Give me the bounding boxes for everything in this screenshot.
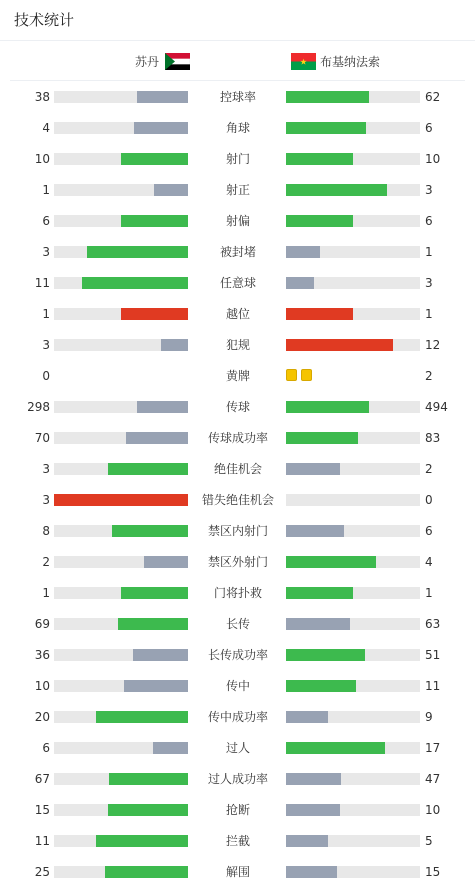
away-bar-fill <box>286 618 350 630</box>
home-bar-track <box>54 835 188 847</box>
stat-row <box>0 831 475 851</box>
title-divider <box>0 40 475 41</box>
home-team-name: 苏丹 <box>134 54 159 69</box>
stat-row <box>0 428 475 448</box>
home-value: 0 <box>42 369 50 383</box>
away-bar-fill <box>286 463 340 475</box>
home-bar-fill <box>121 153 188 165</box>
stat-row <box>0 583 475 603</box>
home-bar-fill <box>105 866 188 878</box>
home-bar-track <box>54 494 188 506</box>
away-bar-track <box>286 742 420 754</box>
away-bar-track <box>286 184 420 196</box>
away-bar-track <box>286 525 420 537</box>
home-bar-track <box>54 277 188 289</box>
away-bar-track <box>286 215 420 227</box>
stat-label: 控球率 <box>219 90 256 104</box>
home-value: 70 <box>34 431 50 445</box>
stat-label: 角球 <box>225 121 250 135</box>
yellow-card-icon <box>286 369 297 381</box>
away-bar-track <box>286 866 420 878</box>
away-bar-fill <box>286 246 320 258</box>
away-bar-track <box>286 432 420 444</box>
stat-label: 射偏 <box>225 214 250 228</box>
away-value: 17 <box>425 741 441 755</box>
stat-label: 门将扑救 <box>213 586 262 600</box>
home-bar-fill <box>87 246 188 258</box>
stat-row <box>0 645 475 665</box>
stat-label: 抢断 <box>225 803 250 817</box>
home-value: 3 <box>42 462 50 476</box>
home-bar-track <box>54 463 188 475</box>
away-value: 2 <box>425 369 433 383</box>
stat-label: 任意球 <box>219 276 256 290</box>
away-bar-track <box>286 277 420 289</box>
away-value: 6 <box>425 214 433 228</box>
home-value: 2 <box>42 555 50 569</box>
away-bar-fill <box>286 773 341 785</box>
home-bar-fill <box>112 525 188 537</box>
away-bar-fill <box>286 339 393 351</box>
away-team[interactable] <box>291 50 380 72</box>
home-bar-fill <box>124 680 188 692</box>
away-value: 6 <box>425 524 433 538</box>
home-value: 6 <box>42 214 50 228</box>
away-bar-track <box>286 494 420 506</box>
home-value: 36 <box>34 648 50 662</box>
header-divider <box>10 80 465 81</box>
stat-row <box>0 521 475 541</box>
away-bar-fill <box>286 184 387 196</box>
stat-row <box>0 118 475 138</box>
home-bar-track <box>54 246 188 258</box>
stat-label: 射门 <box>225 152 250 166</box>
stat-row <box>0 490 475 510</box>
home-bar-track <box>54 339 188 351</box>
stat-row <box>0 738 475 758</box>
stat-label: 传球成功率 <box>207 431 268 445</box>
away-bar-fill <box>286 742 385 754</box>
home-bar-fill <box>153 742 188 754</box>
away-value: 10 <box>425 803 441 817</box>
stat-row <box>0 335 475 355</box>
stat-row <box>0 862 475 882</box>
away-bar-track <box>286 773 420 785</box>
stat-label: 长传成功率 <box>207 648 268 662</box>
away-value: 12 <box>425 338 441 352</box>
home-value: 38 <box>34 90 50 104</box>
away-bar-track <box>286 680 420 692</box>
home-bar-fill <box>109 773 188 785</box>
away-bar-fill <box>286 91 369 103</box>
away-value: 5 <box>425 834 433 848</box>
away-value: 3 <box>425 276 433 290</box>
away-value: 1 <box>425 307 433 321</box>
stat-row <box>0 304 475 324</box>
away-bar-track <box>286 804 420 816</box>
home-value: 298 <box>27 400 50 414</box>
home-value: 10 <box>34 152 50 166</box>
away-bar-track <box>286 587 420 599</box>
home-team[interactable] <box>135 50 190 72</box>
stat-label: 传球 <box>225 400 250 414</box>
home-bar-fill <box>108 804 188 816</box>
stat-label: 黄牌 <box>225 369 250 383</box>
home-value: 15 <box>34 803 50 817</box>
home-bar-fill <box>54 494 188 506</box>
home-value: 3 <box>42 493 50 507</box>
away-bar-fill <box>286 432 358 444</box>
away-value: 10 <box>425 152 441 166</box>
away-bar-fill <box>286 122 366 134</box>
away-bar-track <box>286 618 420 630</box>
home-value: 20 <box>34 710 50 724</box>
home-bar-fill <box>121 308 188 320</box>
away-value: 1 <box>425 245 433 259</box>
home-bar-fill <box>118 618 188 630</box>
away-value: 11 <box>425 679 441 693</box>
away-bar-track <box>286 401 420 413</box>
away-bar-track <box>286 463 420 475</box>
away-yellow-cards <box>286 369 312 383</box>
home-value: 3 <box>42 245 50 259</box>
section-title: 技术统计 <box>14 11 75 29</box>
away-bar-track <box>286 556 420 568</box>
away-bar-fill <box>286 649 365 661</box>
home-bar-track <box>54 401 188 413</box>
away-bar-fill <box>286 556 376 568</box>
stat-row <box>0 614 475 634</box>
home-bar-fill <box>126 432 188 444</box>
stat-label: 过人 <box>225 741 250 755</box>
away-bar-track <box>286 835 420 847</box>
away-value: 494 <box>425 400 448 414</box>
away-value: 9 <box>425 710 433 724</box>
home-bar-track <box>54 122 188 134</box>
stat-label: 越位 <box>225 307 250 321</box>
stat-label: 禁区外射门 <box>207 555 268 569</box>
stat-row <box>0 211 475 231</box>
home-value: 1 <box>42 586 50 600</box>
home-bar-track <box>54 742 188 754</box>
home-value: 4 <box>42 121 50 135</box>
home-value: 6 <box>42 741 50 755</box>
stat-row <box>0 242 475 262</box>
stat-label: 被封堵 <box>219 245 256 259</box>
stat-label: 射正 <box>225 183 250 197</box>
away-value: 15 <box>425 865 441 879</box>
away-value: 51 <box>425 648 441 662</box>
stat-row <box>0 273 475 293</box>
stat-row <box>0 149 475 169</box>
away-bar-fill <box>286 401 369 413</box>
home-bar-fill <box>137 401 188 413</box>
home-value: 67 <box>34 772 50 786</box>
home-bar-fill <box>96 835 188 847</box>
stat-row <box>0 707 475 727</box>
away-bar-fill <box>286 587 353 599</box>
teams-header <box>0 50 475 72</box>
stat-row <box>0 769 475 789</box>
home-bar-track <box>54 804 188 816</box>
away-value: 2 <box>425 462 433 476</box>
home-bar-track <box>54 91 188 103</box>
stat-row <box>0 552 475 572</box>
home-value: 1 <box>42 307 50 321</box>
away-value: 62 <box>425 90 441 104</box>
away-value: 3 <box>425 183 433 197</box>
home-value: 69 <box>34 617 50 631</box>
home-bar-fill <box>82 277 188 289</box>
home-bar-track <box>54 680 188 692</box>
stat-label: 拦截 <box>225 834 250 848</box>
stat-row <box>0 800 475 820</box>
away-bar-track <box>286 246 420 258</box>
home-bar-track <box>54 308 188 320</box>
away-bar-track <box>286 649 420 661</box>
sudan-flag-icon <box>165 53 190 70</box>
away-bar-track <box>286 711 420 723</box>
home-bar-fill <box>96 711 188 723</box>
home-bar-track <box>54 587 188 599</box>
home-bar-track <box>54 525 188 537</box>
away-value: 83 <box>425 431 441 445</box>
away-value: 4 <box>425 555 433 569</box>
home-bar-fill <box>108 463 188 475</box>
home-bar-track <box>54 184 188 196</box>
home-bar-fill <box>137 91 188 103</box>
away-bar-fill <box>286 153 353 165</box>
home-bar-fill <box>144 556 188 568</box>
home-value: 25 <box>34 865 50 879</box>
away-bar-track <box>286 339 420 351</box>
away-bar-fill <box>286 866 337 878</box>
home-bar-fill <box>161 339 188 351</box>
away-value: 1 <box>425 586 433 600</box>
away-bar-fill <box>286 680 356 692</box>
away-bar-fill <box>286 308 353 320</box>
away-team-name: 布基纳法索 <box>320 54 381 69</box>
away-bar-fill <box>286 711 328 723</box>
home-bar-fill <box>133 649 188 661</box>
away-bar-track <box>286 91 420 103</box>
home-value: 10 <box>34 679 50 693</box>
stat-label: 犯规 <box>225 338 250 352</box>
burkina-faso-flag-icon <box>291 53 316 70</box>
home-bar-track <box>54 773 188 785</box>
stat-row <box>0 397 475 417</box>
away-value: 47 <box>425 772 441 786</box>
home-bar-track <box>54 432 188 444</box>
stat-row <box>0 87 475 107</box>
away-bar-fill <box>286 525 344 537</box>
away-value: 6 <box>425 121 433 135</box>
yellow-card-icon <box>301 369 312 381</box>
home-bar-fill <box>121 587 188 599</box>
away-bar-fill <box>286 804 340 816</box>
home-bar-track <box>54 866 188 878</box>
stat-row <box>0 366 475 386</box>
stat-row <box>0 676 475 696</box>
home-value: 3 <box>42 338 50 352</box>
away-bar-fill <box>286 835 328 847</box>
away-bar-fill <box>286 277 314 289</box>
stat-label: 错失绝佳机会 <box>201 493 274 507</box>
stat-label: 禁区内射门 <box>207 524 268 538</box>
home-bar-fill <box>154 184 188 196</box>
home-value: 1 <box>42 183 50 197</box>
stat-label: 传中 <box>225 679 250 693</box>
home-bar-track <box>54 153 188 165</box>
stat-label: 长传 <box>225 617 250 631</box>
away-bar-track <box>286 122 420 134</box>
home-value: 11 <box>34 834 50 848</box>
home-value: 8 <box>42 524 50 538</box>
stat-row <box>0 459 475 479</box>
stat-label: 绝佳机会 <box>213 462 262 476</box>
stat-label: 传中成功率 <box>207 710 268 724</box>
stat-label: 解围 <box>225 865 250 879</box>
home-bar-fill <box>121 215 188 227</box>
away-value: 0 <box>425 493 433 507</box>
stat-label: 过人成功率 <box>207 772 268 786</box>
away-value: 63 <box>425 617 441 631</box>
home-value: 11 <box>34 276 50 290</box>
home-bar-track <box>54 649 188 661</box>
home-bar-track <box>54 711 188 723</box>
away-bar-track <box>286 153 420 165</box>
home-bar-fill <box>134 122 188 134</box>
stat-row <box>0 180 475 200</box>
away-bar-track <box>286 308 420 320</box>
away-bar-fill <box>286 215 353 227</box>
home-bar-track <box>54 556 188 568</box>
home-bar-track <box>54 618 188 630</box>
home-bar-track <box>54 215 188 227</box>
